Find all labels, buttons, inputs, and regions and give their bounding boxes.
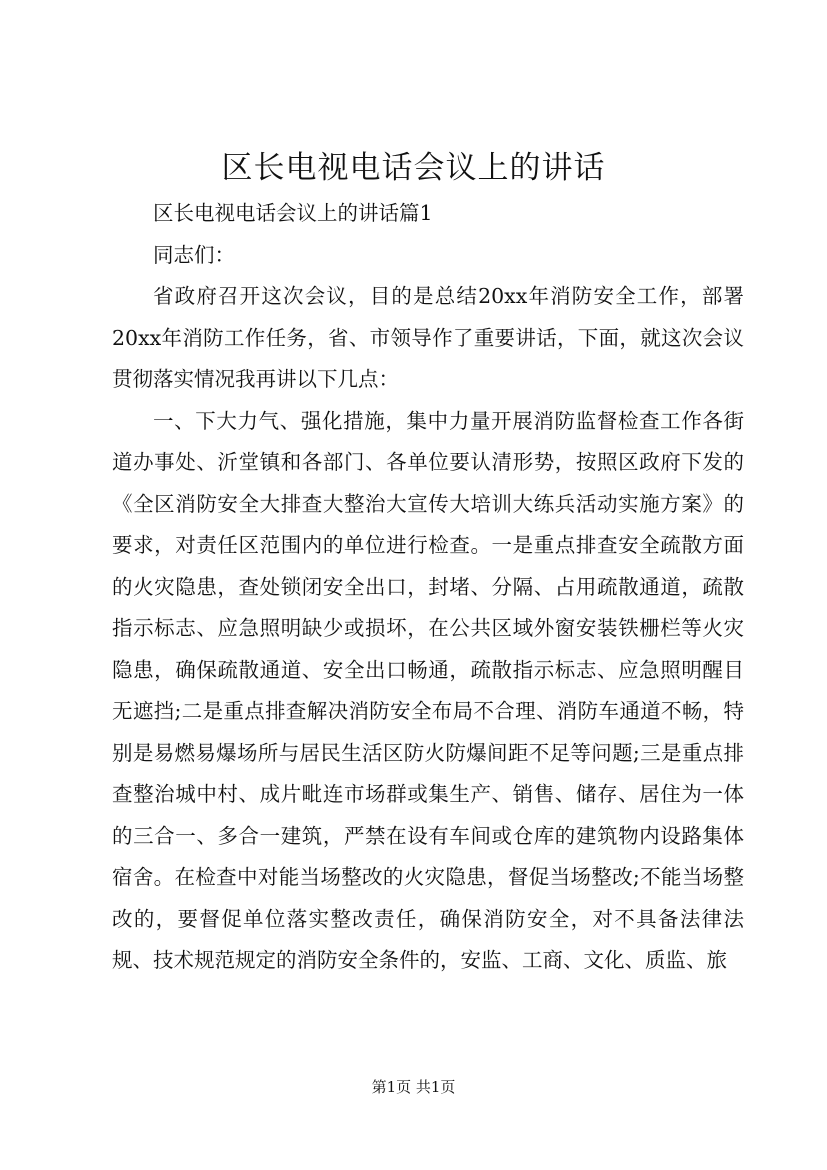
document-body <box>112 193 744 982</box>
document-title: 区长电视电话会议上的讲话 <box>221 150 606 186</box>
page-footer: 第1页 共1页 <box>371 1078 456 1096</box>
paragraph-intro: 省政府召开这次会议，目的是总结20xx年消防安全工作，部署20xx年消防工作任务，省、市领导作了重要讲话，下面，就这次会议贯彻落实情况我再讲以下几点： <box>112 284 744 391</box>
paragraph-point-one: 一、下大力气、强化措施，集中力量开展消防监督检查工作各街道办事处、沂堂镇和各部门、各单位要认清形势，按照区政府下发的《全区消防安全大排查大整治大宣传大培训大练兵活动实施方案》的要求，对责任区范围内的单位进行检查。一是重点排查安全疏散方面的火灾隐患，查处锁闭安全出口，封堵、分隔、占用疏散通道，疏散指示标志、应急照明缺少或损坏，在公共区域外窗安装铁栅栏等火灾隐患，确保疏散通道、安全出口畅通，疏散指示标志、应急照明醒目无遮挡;二是重点排查解决消防安全布局不合理、消防车通道不畅，特别是易燃易爆场所与居民生活区防火防爆间距不足等问题;三是重点排查整治城中村、成片毗连市场群或集生产、销售、储存、居住为一体的三合一、多合一建筑，严禁在设有车间或仓库的建筑物内设路集体宿舍。在检查中对能当场整改的火灾隐患，督促当场整改;不能当场整改的，要督促单位落实整改责任，确保消防安全，对不具备法律法规、技术规范规定的消防安全条件的，安监、工商、文化、质监、旅 <box>112 408 744 972</box>
salutation: 同志们： <box>153 242 235 267</box>
section-heading: 区长电视电话会议上的讲话篇1 <box>153 201 433 225</box>
